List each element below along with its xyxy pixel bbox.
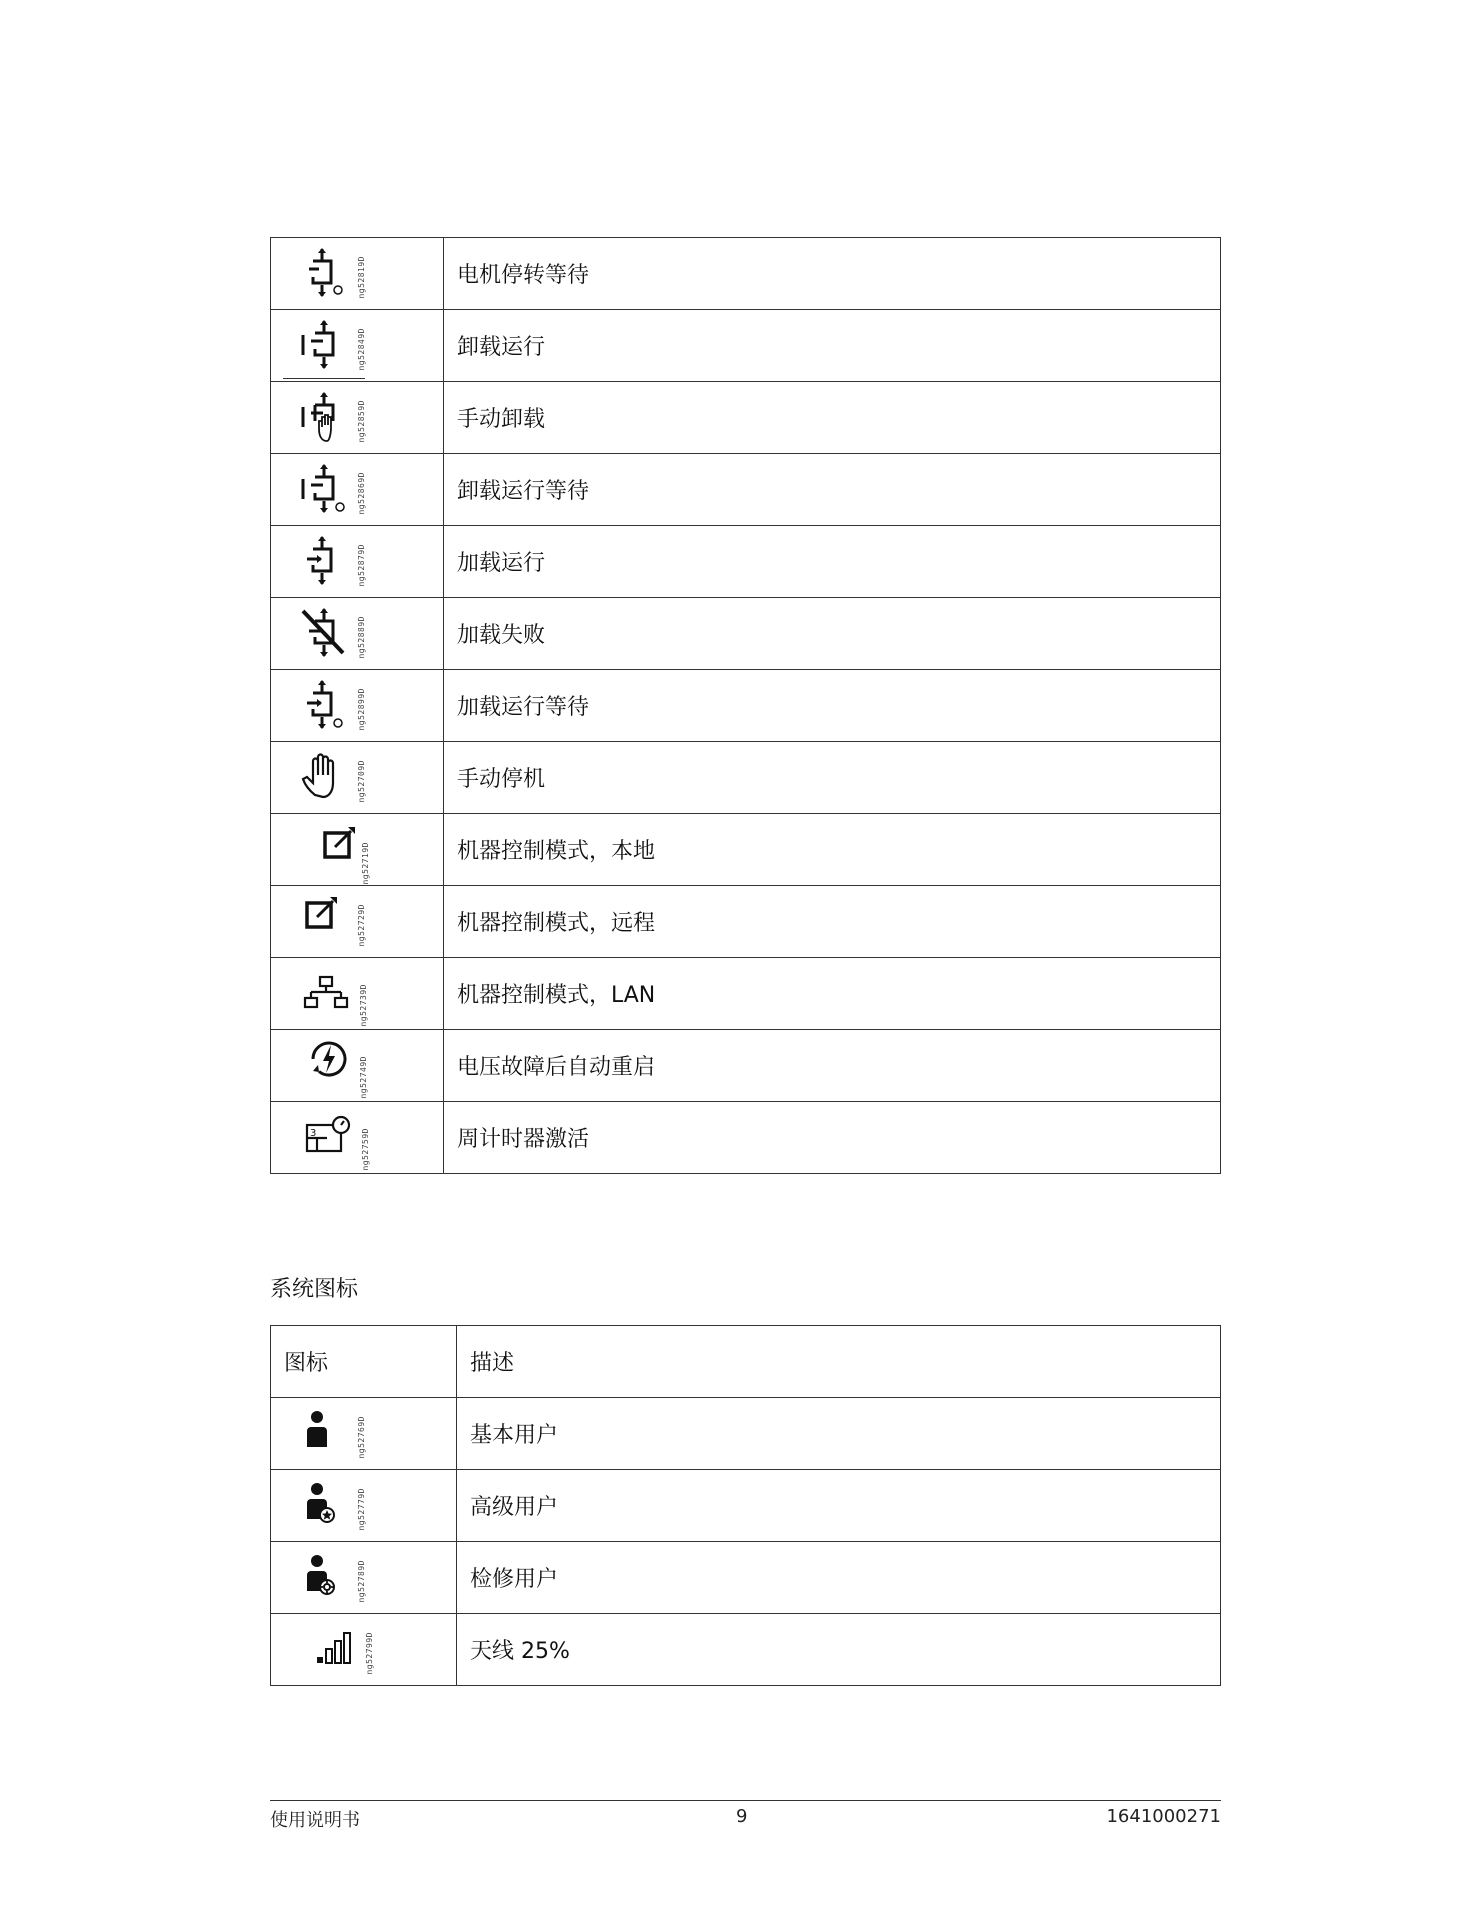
- svg-text:3: 3: [310, 1128, 317, 1139]
- description-cell: 周计时器激活: [444, 1102, 1221, 1174]
- description-cell: 机器控制模式，远程: [444, 886, 1221, 958]
- icon-code: ng52719D: [361, 842, 370, 885]
- icon-code: ng52799D: [365, 1632, 374, 1675]
- table-row: [271, 310, 1221, 382]
- load-run-wait-icon: [293, 678, 353, 732]
- icon-code: ng52729D: [357, 904, 366, 947]
- antenna-25-icon: [307, 1622, 367, 1676]
- icon-code: ng52819D: [357, 256, 366, 299]
- table-row: [271, 454, 1221, 526]
- description-cell: 电机停转等待: [444, 238, 1221, 310]
- description-cell: 手动卸载: [444, 382, 1221, 454]
- week-timer-icon: [299, 1110, 359, 1164]
- service-user-icon: [289, 1550, 349, 1604]
- table-row: [271, 526, 1221, 598]
- section-heading: 系统图标: [270, 1277, 359, 1302]
- description-cell: 卸载运行等待: [444, 454, 1221, 526]
- icon-code: ng52789D: [357, 1560, 366, 1603]
- table-row: [271, 1102, 1221, 1174]
- icon-code: ng52739D: [359, 984, 368, 1027]
- power-restart-icon: [299, 1032, 359, 1086]
- unload-run-icon: [293, 318, 353, 372]
- table-row: [271, 886, 1221, 958]
- column-header-icon: 图标: [271, 1326, 457, 1398]
- table-row: [271, 1030, 1221, 1102]
- description-cell: 电压故障后自动重启: [444, 1030, 1221, 1102]
- hand-stop-icon: [293, 750, 353, 804]
- description-cell: 天线 25%: [457, 1614, 1221, 1686]
- lan-icon: [297, 966, 357, 1020]
- table-row: [271, 382, 1221, 454]
- description-cell: 机器控制模式，LAN: [444, 958, 1221, 1030]
- column-header-description: 描述: [457, 1326, 1221, 1398]
- icon-code: ng52769D: [357, 1416, 366, 1459]
- icon-code: ng52779D: [357, 1488, 366, 1531]
- divider: [283, 378, 365, 380]
- table-row: [271, 814, 1221, 886]
- table-row: [271, 742, 1221, 814]
- status-icon-table: [270, 237, 1221, 1174]
- icon-code: ng52709D: [357, 760, 366, 803]
- advanced-user-icon: [289, 1478, 349, 1532]
- footer-divider: [270, 1800, 1221, 1801]
- remote-control-icon: [293, 888, 353, 942]
- icon-code: ng52749D: [359, 1056, 368, 1099]
- description-cell: 手动停机: [444, 742, 1221, 814]
- manual-unload-icon: [293, 390, 353, 444]
- table-row: [271, 238, 1221, 310]
- icon-code: ng52899D: [357, 688, 366, 731]
- table-row: [271, 598, 1221, 670]
- table-row: [271, 958, 1221, 1030]
- footer-document-type: 使用说明书: [270, 1810, 360, 1831]
- footer-page-number: 9: [736, 1806, 748, 1827]
- load-fail-icon: [293, 606, 353, 660]
- description-cell: 高级用户: [457, 1470, 1221, 1542]
- table-row: [271, 1398, 1221, 1470]
- icon-code: ng52889D: [357, 616, 366, 659]
- icon-code: ng52849D: [357, 328, 366, 371]
- table-row: [271, 1470, 1221, 1542]
- table-header-row: [271, 1326, 1221, 1398]
- description-cell: 卸载运行: [444, 310, 1221, 382]
- unload-run-wait-icon: [293, 462, 353, 516]
- description-cell: 加载运行: [444, 526, 1221, 598]
- basic-user-icon: [289, 1406, 349, 1460]
- description-cell: 检修用户: [457, 1542, 1221, 1614]
- table-row: [271, 1614, 1221, 1686]
- table-row: [271, 670, 1221, 742]
- system-icon-table: [270, 1325, 1221, 1686]
- table-row: [271, 1542, 1221, 1614]
- load-run-icon: [293, 534, 353, 588]
- icon-code: ng52759D: [361, 1128, 370, 1171]
- description-cell: 机器控制模式，本地: [444, 814, 1221, 886]
- description-cell: 加载失败: [444, 598, 1221, 670]
- footer-document-number: 1641000271: [1106, 1806, 1221, 1827]
- icon-code: ng52869D: [357, 472, 366, 515]
- icon-code: ng52879D: [357, 544, 366, 587]
- description-cell: 基本用户: [457, 1398, 1221, 1470]
- icon-code: ng52859D: [357, 400, 366, 443]
- motor-stop-wait-icon: [293, 246, 353, 300]
- description-cell: 加载运行等待: [444, 670, 1221, 742]
